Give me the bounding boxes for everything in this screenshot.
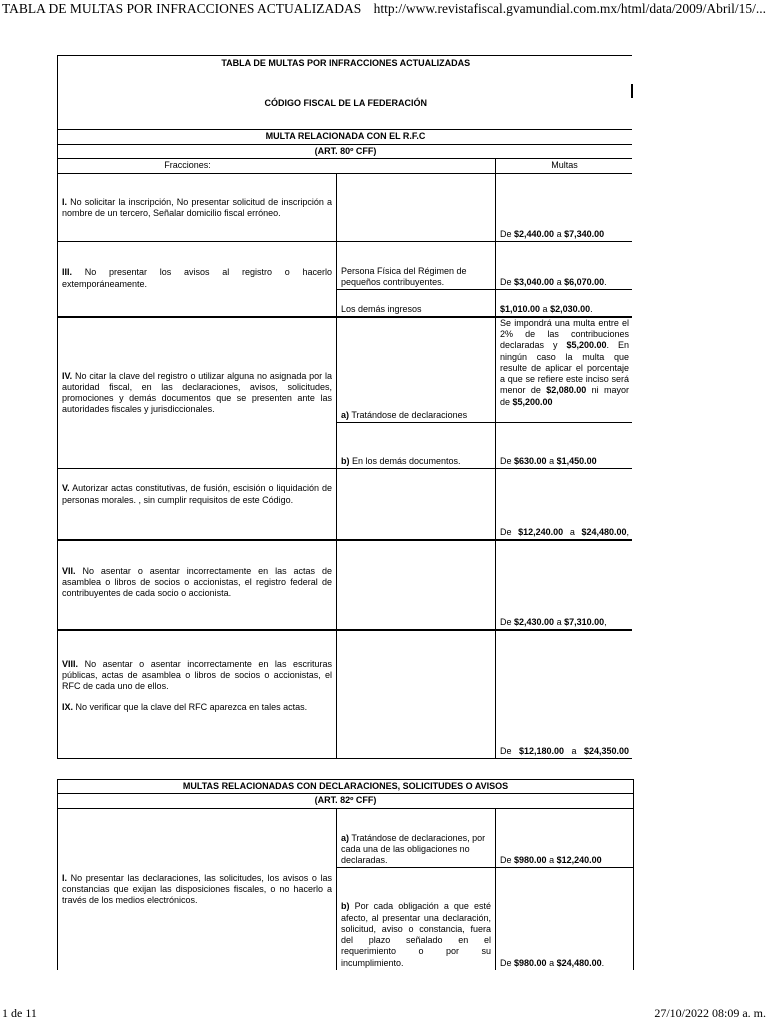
fraction-iv-subcase-b: b) En los demás documentos. [337,423,496,469]
fraction-ix-text: IX. No verificar que la clave del RFC aparezca en tales actas. [62,701,308,712]
fraction-i-description: I. No solicitar la inscripción, No presentar solicitud de inscripción a nombre de un tercero, Señalar domicilio fiscal erróneo. [58,174,337,242]
print-header-title: TABLA DE MULTAS POR INFRACCIONES ACTUALIZADAS [2,1,362,16]
table-row [58,540,634,630]
table-row [58,242,634,290]
fraction-viii-ix-description [58,630,337,759]
fraction-v-description: V. Autorizar actas constitutivas, de fusión, escisión o liquidación de personas morales. , sin cumplir requisitos de este Código. [58,469,337,540]
column-header-multas: Multas [496,159,634,174]
fraction-iii-fine-1: De $3,040.00 a $6,070.00. [496,242,634,290]
fraction-iv-fine-b: De $630.00 a $1,450.00 [496,423,634,469]
fraction-number: I. [62,872,68,883]
section2-fraction-i-subcase-a: a) Tratándose de declaraciones, por cada una de las obligaciones no declaradas. [337,809,496,868]
section2-fraction-i-fine-a: De $980.00 a $12,240.00 [496,809,634,868]
print-header [0,0,768,18]
section2-article: (ART. 82º CFF) [58,794,634,809]
fraction-number: VII. [62,565,76,576]
section1-heading: MULTA RELACIONADA CON EL R.F.C [58,130,634,145]
document-code-title: CÓDIGO FISCAL DE LA FEDERACIÓN [264,98,428,109]
print-header-url: http://www.revistafiscal.gvamundial.com.mx/html/data/2009/Abril/15/... [373,1,766,16]
print-footer [0,1004,768,1024]
fraction-iv-description: IV. No citar la clave del registro o utilizar alguna no asignada por la autoridad fiscal, en las declaraciones, avisos, solicitudes, promociones y demás documentos que se presenten ante las autoridades fiscales y jurisdiccionales. [58,317,337,469]
column-header-fracciones: Fracciones: [58,159,496,174]
section2-heading: MULTAS RELACIONADAS CON DECLARACIONES, SOLICITUDES O AVISOS [58,780,634,794]
table-row [58,630,634,759]
cursor-marker [631,84,633,98]
fraction-number: IV. [62,370,73,381]
table-row [58,317,634,423]
fraction-i-fine: De $2,440.00 a $7,340.00 [496,174,634,242]
fraction-vii-description: VII. No asentar o asentar incorrectamente en las actas de asamblea o libros de socios o accionistas, el registro federal de contribuyentes de cada socio o accionista. [58,540,337,630]
fraction-number: V. [62,483,70,494]
section2-fraction-i-subcase-b: b) Por cada obligación a que esté afecto, al presentar una declaración, solicitud, aviso o constancia, fuera del plazo señalado en el requerimiento o por su incumplimiento. [337,868,496,970]
section1-article: (ART. 80º CFF) [58,145,634,159]
fraction-v-fine: De $12,240.00 a $24,480.00, [496,469,634,540]
fraction-iii-subcase-1: Persona Física del Régimen de pequeños contribuyentes. [337,242,496,290]
table-row [58,174,634,242]
section2-fraction-i-fine-b: De $980.00 a $24,480.00. [496,868,634,970]
fraction-iii-description: III. No presentar los avisos al registro o hacerlo extemporáneamente. [58,242,337,317]
rfc-fines-table [57,55,634,759]
fraction-iv-subcase-a: a) Tratándose de declaraciones [337,317,496,423]
fraction-iv-fine-a: Se impondrá una multa entre el 2% de las contribuciones declaradas y $5,200.00. En ningún caso la multa que resulte de aplicar el porcentaje a que se refiere este inciso será menor de $2,080.00 ni mayor de $5,200.00 [496,317,634,423]
page-clip [632,55,638,785]
fraction-viii-ix-fine: De $12,180.00 a $24,350.00 [496,630,634,759]
table-header-row [58,159,634,174]
table-row [58,469,634,540]
section2-fraction-i-description: I. No presentar las declaraciones, las solicitudes, los avisos o las constancias que exijan las disposiciones fiscales, o no hacerlo a través de los medios electrónicos. [58,809,337,970]
document-title: TABLA DE MULTAS POR INFRACCIONES ACTUALIZADAS [221,58,471,68]
document-title-row [58,56,634,130]
table-row [58,809,634,868]
page-number: 1 de 11 [2,1006,37,1020]
fraction-vii-fine: De $2,430.00 a $7,310.00, [496,540,634,630]
fraction-iii-subcase-2: Los demás ingresos [337,290,496,317]
fraction-viii-text: VIII. No asentar o asentar incorrectamente en las escrituras públicas, actas de asamblea o libros de socios o accionistas, el RFC de cada uno de ellos. [62,658,332,692]
fraction-iii-fine-2: $1,010.00 a $2,030.00. [496,290,634,317]
declarations-fines-table [57,779,634,970]
fraction-number: I. [62,196,68,207]
fraction-number: III. [62,267,73,278]
print-datetime: 27/10/2022 08:09 a. m. [654,1006,766,1020]
